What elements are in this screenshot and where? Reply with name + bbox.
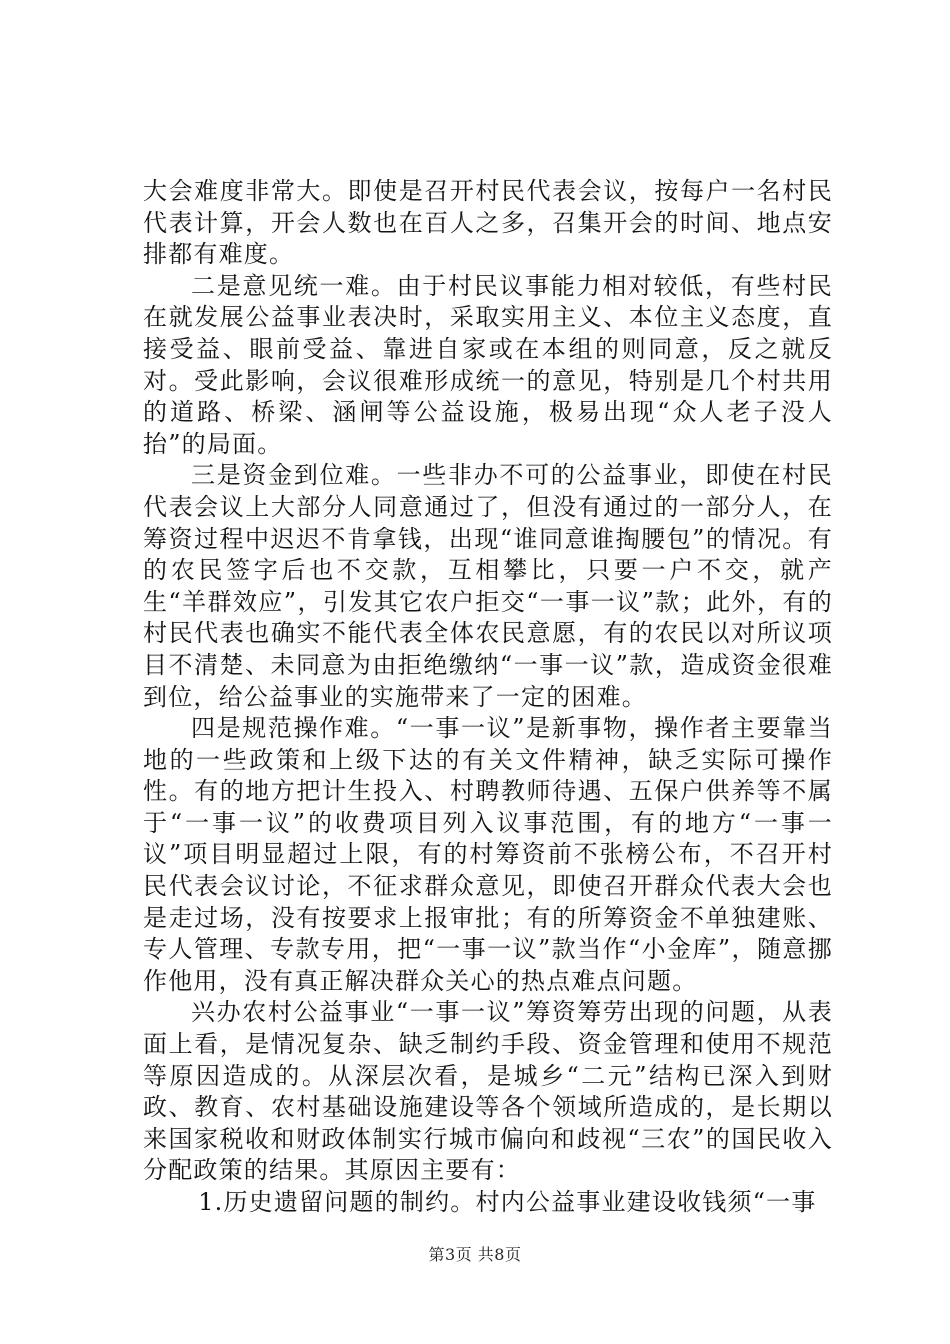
paragraph-funding: 三是资金到位难。一些非办不可的公益事业，即使在村民代表会议上大部分人同意通过了，但没有通过的一部分人，在筹资过程中迟迟不肯拿钱，出现“谁同意谁掏腰包”的情况。有的农民签字后也不交款，互相攀比，只要一户不交，就产生“羊群效应”，引发其它农户拒交“一事一议”款；此外，有的村民代表也确实不能代表全体农民意愿，有的农民以对所议项目不清楚、未同意为由拒绝缴纳“一事一议”款，造成资金很难到位，给公益事业的实施带来了一定的困难。 xyxy=(143,461,833,711)
page-footer: 第3页 共8页 xyxy=(428,1245,522,1264)
document-body xyxy=(143,176,833,1219)
paragraph-opinion-unity: 二是意见统一难。由于村民议事能力相对较低，有些村民在就发展公益事业表决时，采取实用主义、本位主义态度，直接受益、眼前受益、靠进自家或在本组的则同意，反之就反对。受此影响，会议很难形成统一的意见，特别是几个村共用的道路、桥梁、涵闸等公益设施，极易出现“众人老子没人抬”的局面。 xyxy=(143,271,833,458)
paragraph-analysis: 兴办农村公益事业“一事一议”筹资筹劳出现的问题，从表面上看，是情况复杂、缺乏制约手段、资金管理和使用不规范等原因造成的。从深层次看，是城乡“二元”结构已深入到财政、教育、农村基础设施建设等各个领域所造成的，是长期以来国家税收和财政体制实行城市偏向和歧视“三农”的国民收入分配政策的结果。其原因主要有： xyxy=(143,998,833,1185)
paragraph-continuation: 大会难度非常大。即使是召开村民代表会议，按每户一名村民代表计算，开会人数也在百人之多，召集开会的时间、地点安排都有难度。 xyxy=(143,177,833,269)
paragraph-cause-1: 1.历史遗留问题的制约。村内公益事业建设收钱须“一事 xyxy=(198,1188,817,1216)
paragraph-standard-operation: 四是规范操作难。“一事一议”是新事物，操作者主要靠当地的一些政策和上级下达的有关文件精神，缺乏实际可操作性。有的地方把计生投入、村聘教师待遇、五保户供养等不属于“一事一议”的收费项目列入议事范围，有的地方“一事一议”项目明显超过上限，有的村筹资前不张榜公布，不召开村民代表会议讨论，不征求群众意见，即使召开群众代表大会也是走过场，没有按要求上报审批；有的所筹资金不单独建账、专人管理、专款专用，把“一事一议”款当作“小金库”，随意挪作他用，没有真正解决群众关心的热点难点问题。 xyxy=(143,714,833,995)
